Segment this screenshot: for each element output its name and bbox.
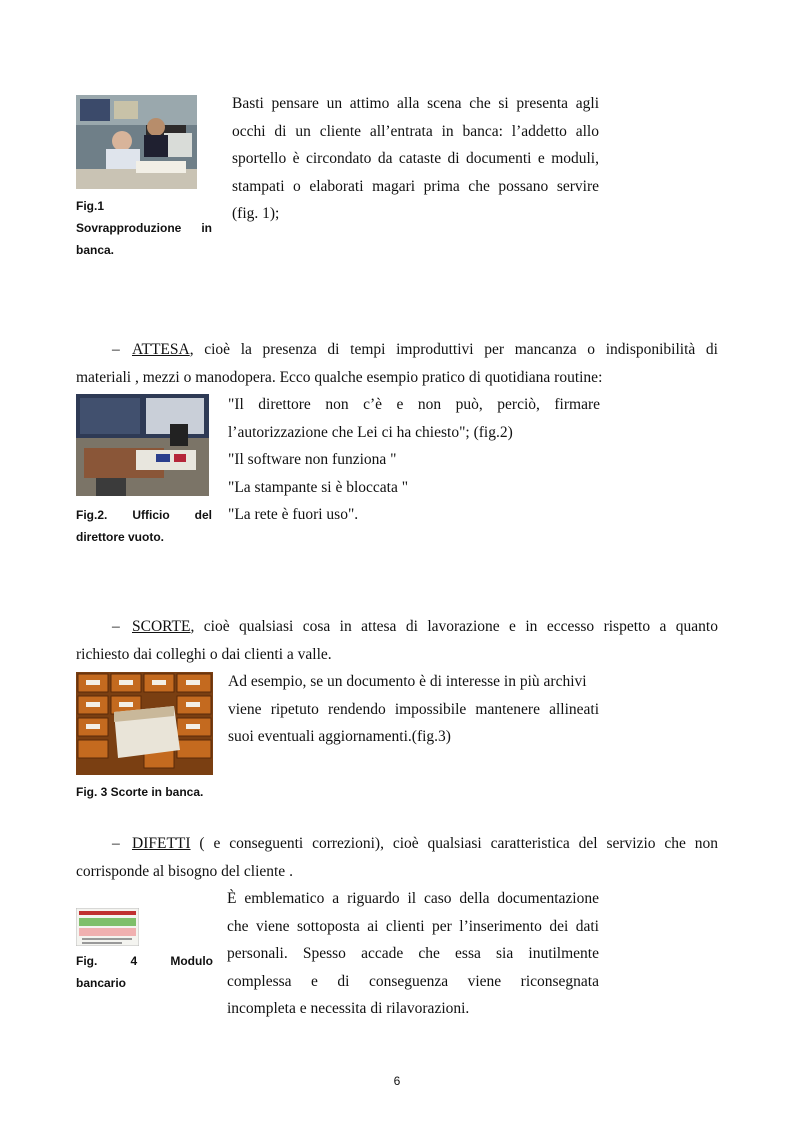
fig1-caption — [76, 195, 212, 261]
paragraph-line: viene ripetuto rendendo impossibile mantenere allineati — [228, 700, 599, 718]
fig2-photo — [76, 394, 209, 496]
scorte-line1 — [76, 613, 718, 641]
paragraph-line: stampati o elaborati magari prima che possano servire — [232, 177, 599, 195]
paragraph-line: occhi di un cliente all’entrata in banca: l’addetto allo — [232, 122, 599, 140]
fig4-caption-word: 4 — [130, 954, 138, 968]
fig3-caption: Fig. 3 Scorte in banca. — [76, 785, 204, 799]
paragraph-line: È emblematico a riguardo il caso della documentazione — [227, 890, 599, 907]
attesa-keyword: ATTESA — [132, 341, 190, 358]
dash: – — [112, 341, 120, 358]
quote-line: "La rete è fuori uso". — [228, 506, 359, 523]
fig4-thumbnail — [76, 908, 139, 946]
fig4-caption-line1 — [76, 950, 213, 972]
fig2-quotes — [228, 391, 600, 529]
paragraph-line: incompleta e necessita di rilavorazioni. — [227, 1000, 470, 1017]
attesa-line1 — [76, 336, 718, 364]
dash: – — [112, 618, 120, 635]
difetti-keyword: DIFETTI — [132, 835, 191, 852]
paragraph-line: Basti pensare un attimo alla scena che si presenta agli — [232, 95, 599, 112]
difetti-line2: corrisponde al bisogno del cliente . — [76, 862, 293, 880]
fig4-caption-word: Modulo — [170, 954, 213, 968]
scorte-line2: richiesto dai colleghi o dai clienti a valle. — [76, 645, 332, 663]
fig2-caption-word: Ufficio — [132, 508, 170, 522]
paragraph-line: Ad esempio, se un documento è di interesse in più archivi — [228, 673, 587, 690]
difetti-line1 — [76, 830, 718, 858]
paragraph-line: sportello è circondato da cataste di documenti e moduli, — [232, 150, 599, 167]
fig1-paragraph — [232, 90, 599, 228]
quote-line: "Il software non funziona " — [228, 451, 397, 468]
fig4-caption-line2: bancario — [76, 976, 127, 990]
fig2-caption — [76, 504, 212, 548]
fig3-paragraph — [228, 668, 599, 751]
attesa-line1-text: , cioè la presenza di tempi improduttivi per mancanza o indisponibilità di — [189, 341, 718, 358]
fig2-caption-word: del — [194, 508, 212, 522]
fig2-caption-line2: direttore vuoto. — [76, 530, 165, 544]
attesa-heading — [76, 336, 718, 391]
fig4-paragraph — [227, 885, 599, 1023]
paragraph-line: suoi eventuali aggiornamenti.(fig.3) — [228, 728, 451, 745]
fig2-caption-word: Fig.2. — [76, 508, 108, 522]
scorte-heading — [76, 613, 718, 668]
difetti-heading — [76, 830, 718, 885]
quote-line: "La stampante si è bloccata " — [228, 478, 409, 496]
paragraph-line: (fig. 1); — [232, 205, 280, 222]
scorte-keyword: SCORTE — [132, 618, 191, 635]
fig4-caption-word: Fig. — [76, 954, 98, 968]
fig4-caption — [76, 950, 213, 994]
fig1-photo — [76, 95, 197, 189]
page-number: 6 — [393, 1074, 401, 1088]
fig1-caption-line3: banca. — [76, 243, 115, 257]
fig1-caption-line1: Fig.1 — [76, 199, 105, 213]
difetti-line1-text: ( e conseguenti correzioni), cioè qualsiasi caratteristica del servizio che non — [190, 835, 718, 852]
paragraph-line: personali. Spesso accade che essa sia inutilmente — [227, 945, 599, 962]
fig1-caption-word: in — [201, 221, 212, 235]
paragraph-line: che viene sottoposta ai clienti per l’inserimento dei dati — [227, 917, 599, 935]
fig1-caption-line2 — [76, 217, 212, 239]
quote-line: l’autorizzazione che Lei ci ha chiesto"; (fig.2) — [228, 423, 513, 441]
quote-line: "Il direttore non c’è e non può, perciò, firmare — [228, 396, 600, 413]
fig1-caption-word: Sovrapproduzione — [76, 221, 182, 235]
fig3-photo — [76, 672, 213, 775]
fig2-caption-line1 — [76, 504, 212, 526]
attesa-line2: materiali , mezzi o manodopera. Ecco qualche esempio pratico di quotidiana routine: — [76, 368, 603, 386]
paragraph-line: complessa e di conseguenza viene riconsegnata — [227, 972, 599, 990]
scorte-line1-text: , cioè qualsiasi cosa in attesa di lavorazione e in eccesso rispetto a quanto — [190, 618, 718, 635]
dash: – — [112, 835, 120, 852]
